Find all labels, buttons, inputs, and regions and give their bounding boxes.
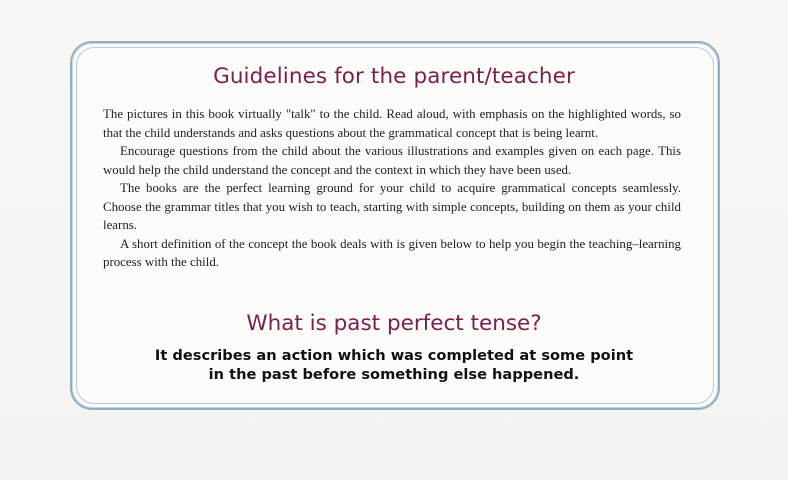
guidelines-paragraph-4: A short definition of the concept the book deals with is given below to help you begin the teaching–learning process with the child. [103, 236, 681, 269]
guidelines-paragraph-2: Encourage questions from the child about the various illustrations and examples given on each page. This would help the child understand the concept and the context in which they have been used. [103, 144, 681, 177]
definition-question: What is past perfect tense? [246, 311, 542, 336]
guidelines-title: Guidelines for the parent/teacher [213, 64, 575, 89]
definition-answer-line-2: in the past before something else happened. [208, 366, 580, 383]
definition-answer [0, 346, 788, 384]
guidelines-body [103, 105, 681, 272]
guidelines-paragraph-1: The pictures in this book virtually "talk" to the child. Read aloud, with emphasis on the highlighted words, so that the child understands and asks questions about the grammatical concept that is being learnt. [103, 107, 681, 140]
definition-answer-line-1: It describes an action which was completed at some point [154, 347, 634, 364]
guidelines-paragraph-3: The books are the perfect learning ground for your child to acquire grammatical concepts seamlessly. Choose the grammar titles that you wish to teach, starting with simple concepts, building on them as your child learns. [103, 181, 681, 232]
